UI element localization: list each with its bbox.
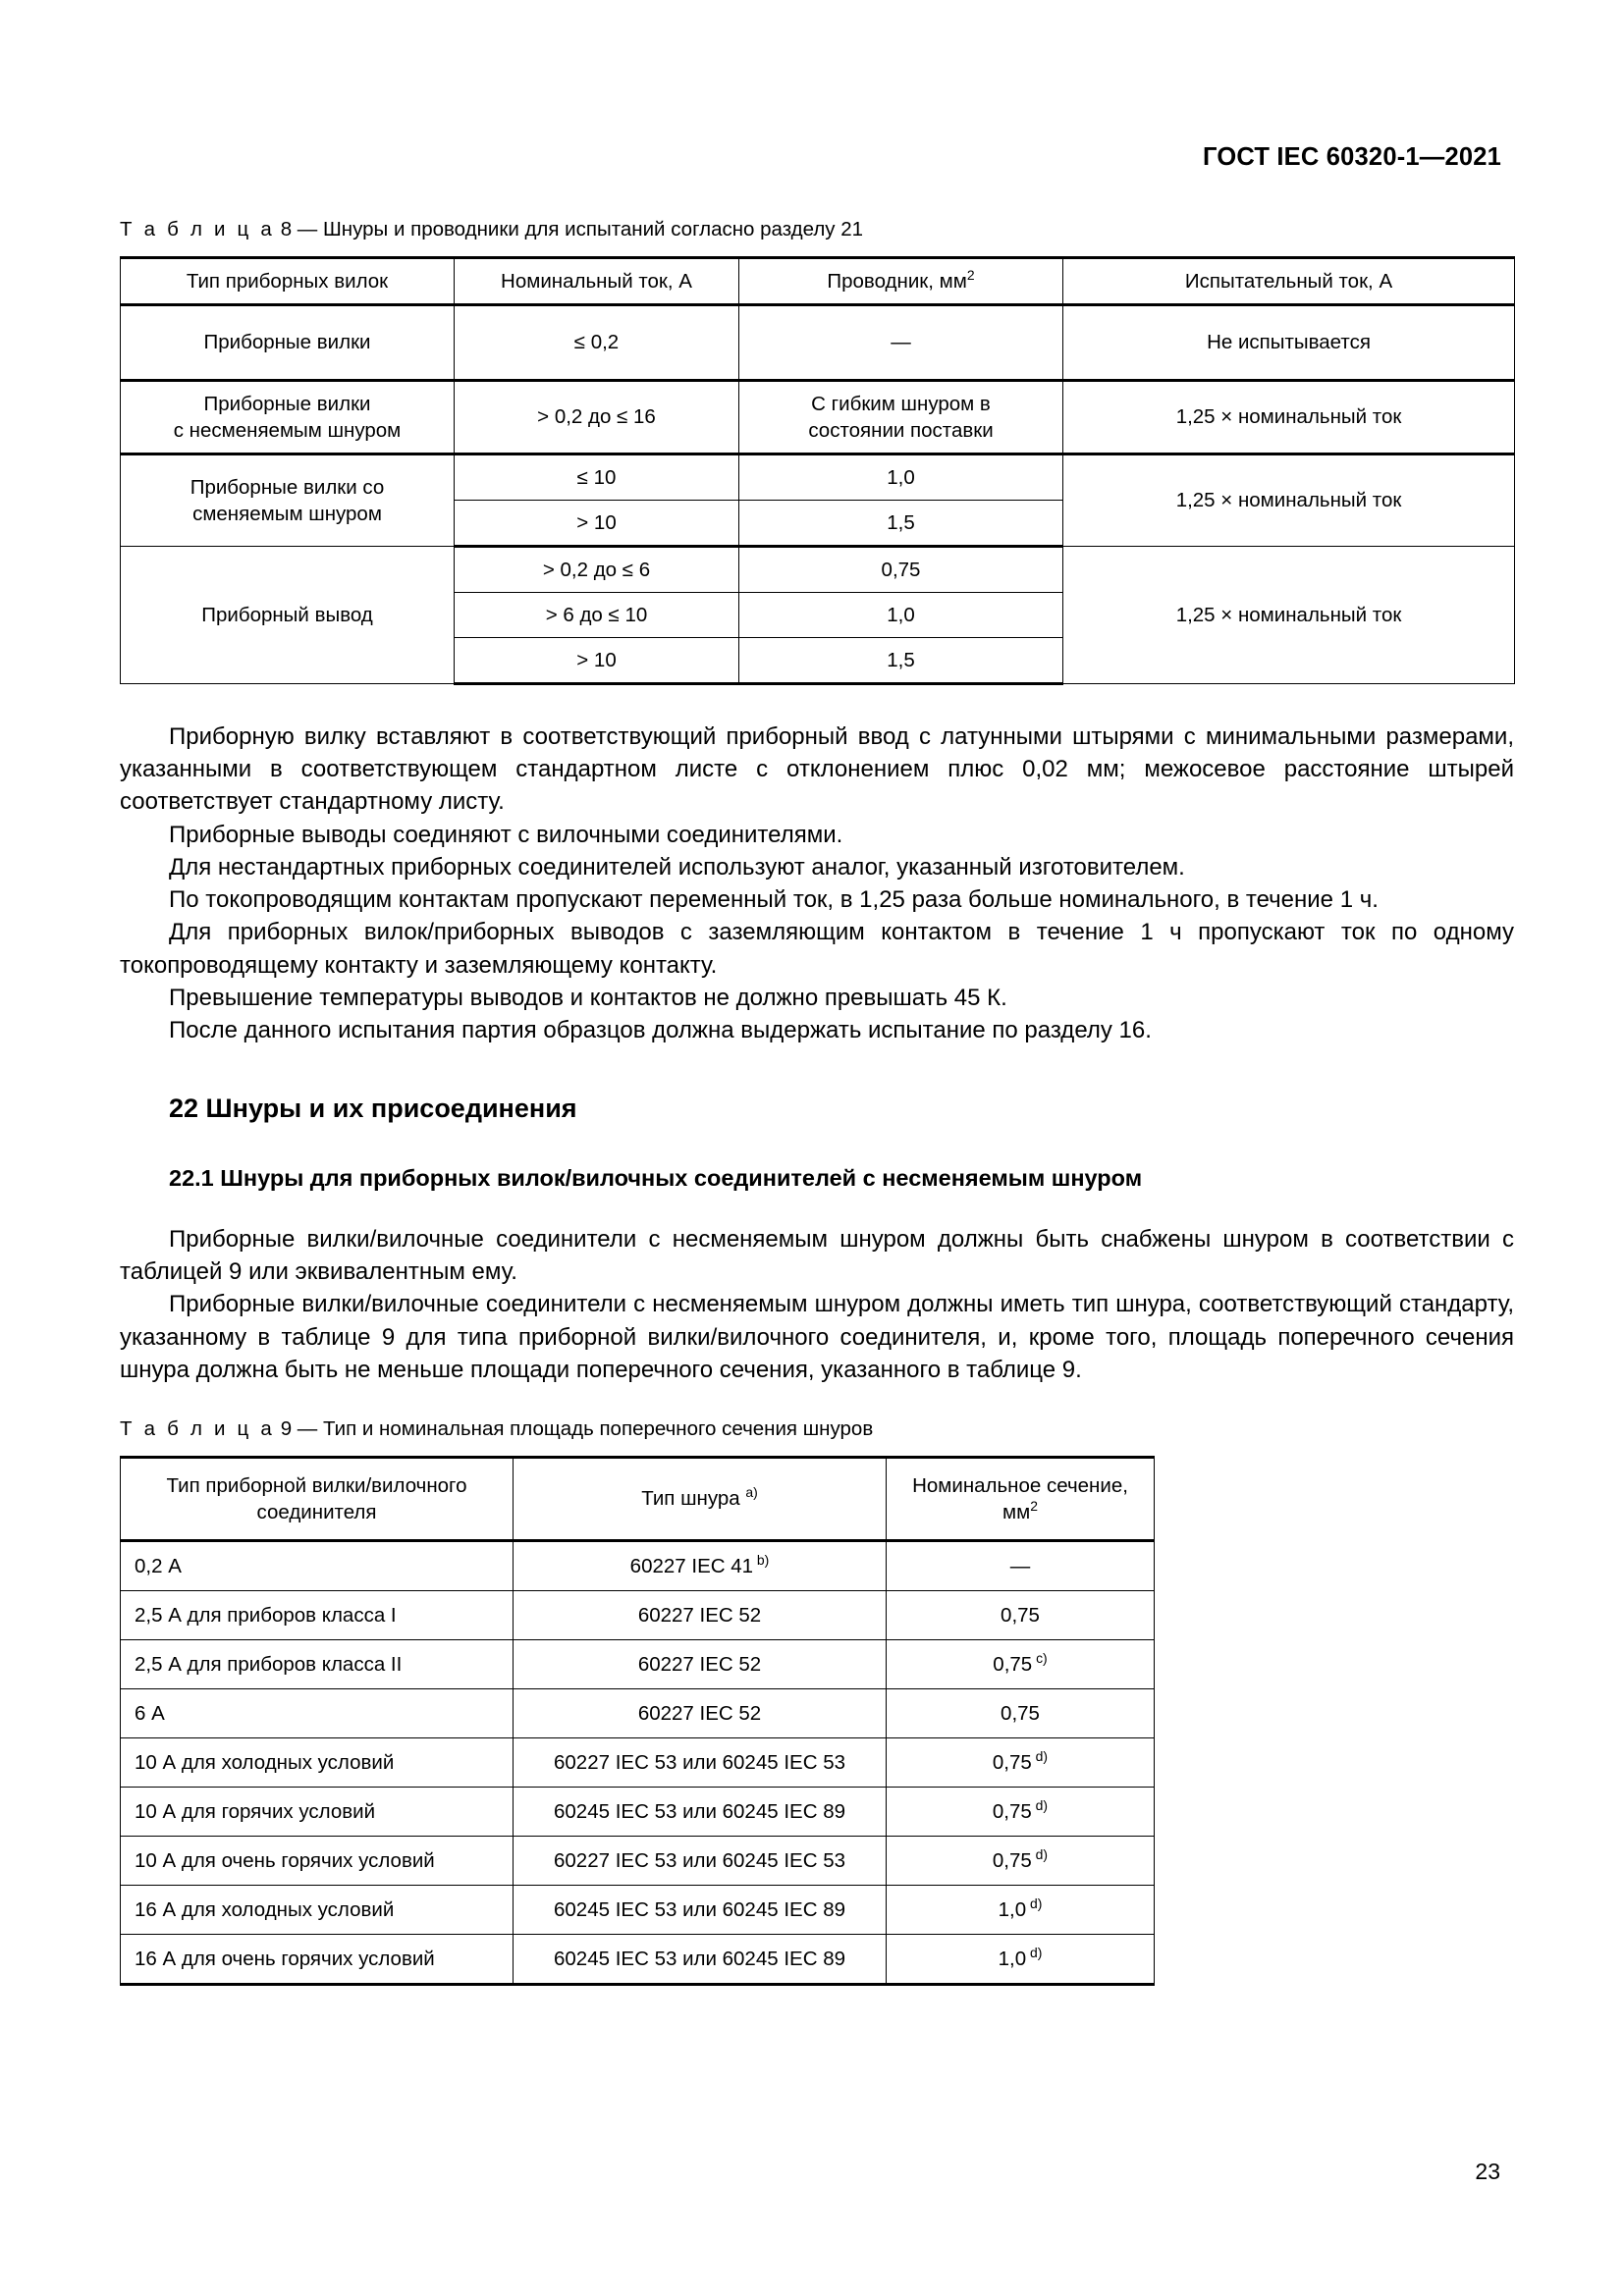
table9-cell-nominal-section: 1,0 $^{d)}$ [887, 1934, 1155, 1984]
table8-r4-type: Приборный вывод [121, 546, 455, 683]
table-row [121, 1639, 1155, 1688]
table8-col-conductor [739, 257, 1063, 304]
table8-r3-type-line1: Приборные вилки со [189, 475, 385, 499]
table9-cell-cord-type: 60245 IEC 53 или 60245 IEC 89 [514, 1934, 887, 1984]
table8-r2-current: > 0,2 до ≤ 16 [455, 380, 739, 454]
section-heading-22: 22 Шнуры и их присоединения [169, 1094, 577, 1124]
table8-r2-type-line1: Приборные вилки [203, 392, 371, 415]
page-content [120, 218, 1514, 1986]
table8-r3a-conductor: 1,0 [739, 454, 1063, 500]
table8-r3a-current: ≤ 10 [455, 454, 739, 500]
table-row [121, 1540, 1155, 1590]
table8-r3-type [121, 454, 455, 546]
table9-cell-cord-type: 60227 IEC 53 или 60245 IEC 53 [514, 1836, 887, 1885]
table8-r1-current: ≤ 0,2 [455, 304, 739, 380]
table8-r4-test: 1,25 × номинальный ток [1063, 546, 1515, 683]
table9-col-plug-type-line2: соединителя [256, 1500, 377, 1523]
table8-r3b-current: > 10 [455, 500, 739, 546]
table9-col-plug-type-line1: Тип приборной вилки/вилочного [166, 1473, 467, 1497]
table9-cell-nominal-section: 0,75 $^{d)}$ [887, 1787, 1155, 1836]
table9-cell-plug-type: 10 А для холодных условий [121, 1737, 514, 1787]
table-row [121, 1590, 1155, 1639]
table9-cell-cord-type: 60227 IEC 52 [514, 1639, 887, 1688]
table9-cell-nominal-section: 0,75 $^{d)}$ [887, 1737, 1155, 1787]
table8-r2-conductor-line1: С гибким шнуром в [811, 392, 991, 415]
table8-r2-type [121, 380, 455, 454]
table9-body [121, 1540, 1155, 1984]
table9-cell-plug-type: 2,5 А для приборов класса I [121, 1590, 514, 1639]
table-row [121, 1688, 1155, 1737]
table9-cell-plug-type: 10 А для очень горячих условий [121, 1836, 514, 1885]
paragraph-earthing-contact: Для приборных вилок/приборных выводов с заземляющим контактом в течение 1 ч пропускают ток по одному токопроводящему контакту и заземляющему контакту. [120, 919, 1514, 979]
table9-col-cord-type [514, 1457, 887, 1540]
table-9 [120, 1456, 1155, 1986]
table8-r4b-conductor: 1,0 [739, 592, 1063, 637]
table8-r4a-conductor: 0,75 [739, 546, 1063, 592]
paragraph-after-test: После данного испытания партия образцов должна выдержать испытание по разделу 16. [169, 1017, 1152, 1044]
table9-caption [120, 1417, 1514, 1442]
table9-cell-nominal-section: 1,0 $^{d)}$ [887, 1885, 1155, 1934]
table-row [121, 1934, 1155, 1984]
paragraph-block-section-22-1 [120, 1223, 1514, 1386]
table8-caption-text: 8 — Шнуры и проводники для испытаний согласно разделу 21 [280, 218, 864, 240]
table9-cell-plug-type: 16 А для холодных условий [121, 1885, 514, 1934]
table8-col-conductor-exponent: 2 [966, 266, 975, 283]
table-row [121, 1836, 1155, 1885]
table-row [121, 1885, 1155, 1934]
table8-r2-test: 1,25 × номинальный ток [1063, 380, 1515, 454]
table9-cell-cord-type: 60227 IEC 41 $^{b)}$ [514, 1540, 887, 1590]
table9-col-cord-type-footnote: а) [745, 1484, 758, 1501]
table9-cell-nominal-section: — [887, 1540, 1155, 1590]
table9-cell-plug-type: 16 А для очень горячих условий [121, 1934, 514, 1984]
table9-cell-nominal-section: 0,75 $^{c)}$ [887, 1639, 1155, 1688]
table9-cell-section-footnote: d) [1031, 1747, 1049, 1764]
table9-col-nominal-section-exponent: 2 [1030, 1497, 1038, 1514]
table8-header [121, 257, 1515, 304]
table8-r4b-current: > 6 до ≤ 10 [455, 592, 739, 637]
table9-cell-nominal-section: 0,75 $^{d)}$ [887, 1836, 1155, 1885]
table9-caption-text: 9 — Тип и номинальная площадь поперечного сечения шнуров [280, 1417, 874, 1441]
table8-r3-type-line2: сменяемым шнуром [192, 502, 382, 525]
table9-cell-cord-type: 60227 IEC 52 [514, 1590, 887, 1639]
table9-col-nominal-section-label: Номинальное сечение, мм [912, 1473, 1128, 1523]
table9-cell-section-footnote: d) [1026, 1944, 1043, 1960]
table8-r1-conductor: — [739, 304, 1063, 380]
table9-cell-cord-type: 60227 IEC 53 или 60245 IEC 53 [514, 1737, 887, 1787]
paragraph-temperature-rise: Превышение температуры выводов и контактов не должно превышать 45 К. [169, 984, 1007, 1011]
table8-col-rated-current: Номинальный ток, А [455, 257, 739, 304]
table9-cell-cord-type: 60245 IEC 53 или 60245 IEC 89 [514, 1787, 887, 1836]
table9-col-nominal-section [887, 1457, 1155, 1540]
table8-r3-test: 1,25 × номинальный ток [1063, 454, 1515, 546]
table9-cell-nominal-section: 0,75 [887, 1590, 1155, 1639]
table9-cell-section-footnote: d) [1031, 1845, 1049, 1862]
table8-r4a-current: > 0,2 до ≤ 6 [455, 546, 739, 592]
table8-caption [120, 218, 1514, 242]
paragraph-insert-plug: Приборную вилку вставляют в соответствующий приборный ввод с латунными штырями с минимальными размерами, указанными в соответствующем стандартном листе с отклонением плюс 0,02 мм; межосевое расстояние штырей соответствует стандартному листу. [120, 722, 1514, 816]
table-row [121, 1737, 1155, 1787]
table8-r3b-conductor: 1,5 [739, 500, 1063, 546]
table9-cell-section-footnote: c) [1032, 1649, 1048, 1666]
table9-cell-cord-type: 60227 IEC 52 [514, 1688, 887, 1737]
table-row [121, 304, 1515, 380]
table9-caption-word: Т а б л и ц а [120, 1417, 275, 1441]
table9-cell-plug-type: 0,2 А [121, 1540, 514, 1590]
paragraph-nonstandard-connectors: Для нестандартных приборных соединителей используют аналог, указанный изготовителем. [169, 853, 1185, 881]
paragraph-outlets-connect: Приборные выводы соединяют с вилочными соединителями. [169, 821, 843, 848]
table8-header-row [121, 257, 1515, 304]
paragraph-cord-per-table9: Приборные вилки/вилочные соединители с несменяемым шнуром должны быть снабжены шнуром в соответствии с таблицей 9 или эквивалентным ему. [120, 1225, 1514, 1286]
table9-cell-nominal-section: 0,75 [887, 1688, 1155, 1737]
table8-r4c-current: > 10 [455, 637, 739, 683]
paragraph-ac-current: По токопроводящим контактам пропускают переменный ток, в 1,25 раза больше номинального, в течение 1 ч. [169, 886, 1379, 914]
paragraph-block-after-table8 [120, 721, 1514, 1046]
table-row [121, 1787, 1155, 1836]
table-row [121, 454, 1515, 500]
table8-r2-conductor [739, 380, 1063, 454]
table-row [121, 546, 1515, 592]
table8-body [121, 304, 1515, 683]
table8-col-type: Тип приборных вилок [121, 257, 455, 304]
subsection-heading-22-1: 22.1 Шнуры для приборных вилок/вилочных соединителей с несменяемым шнуром [169, 1165, 1143, 1192]
table9-cell-cord-footnote: b) [753, 1551, 770, 1568]
table9-col-plug-type [121, 1457, 514, 1540]
table-8 [120, 256, 1515, 685]
table9-cell-plug-type: 2,5 А для приборов класса II [121, 1639, 514, 1688]
page-number: 23 [1475, 2159, 1500, 2184]
table8-col-conductor-label: Проводник, мм [827, 269, 967, 293]
table8-col-test-current: Испытательный ток, А [1063, 257, 1515, 304]
table8-r2-type-line2: с несменяемым шнуром [173, 418, 402, 442]
table8-r4c-conductor: 1,5 [739, 637, 1063, 683]
table8-r2-conductor-line2: состоянии поставки [808, 418, 994, 442]
table-row [121, 380, 1515, 454]
table9-header [121, 1457, 1155, 1540]
table9-cell-cord-type: 60245 IEC 53 или 60245 IEC 89 [514, 1885, 887, 1934]
table9-cell-plug-type: 6 А [121, 1688, 514, 1737]
table9-cell-plug-type: 10 А для горячих условий [121, 1787, 514, 1836]
table9-col-cord-type-label: Тип шнура [641, 1487, 740, 1511]
table9-header-row [121, 1457, 1155, 1540]
table8-r1-test: Не испытывается [1063, 304, 1515, 380]
table8-caption-word: Т а б л и ц а [120, 218, 275, 240]
paragraph-cord-type-standard: Приборные вилки/вилочные соединители с несменяемым шнуром должны иметь тип шнура, соответствующий стандарту, указанному в таблице 9 для типа приборной вилки/вилочного соединителя, и, кроме того, площадь поперечного сечения шнура должна быть не меньше площади поперечного сечения, указанного в таблице 9. [120, 1291, 1514, 1383]
running-header-standard-title: ГОСТ IEC 60320-1—2021 [1203, 143, 1501, 171]
table8-r1-type: Приборные вилки [121, 304, 455, 380]
table9-cell-section-footnote: d) [1026, 1895, 1043, 1911]
table9-cell-section-footnote: d) [1031, 1796, 1049, 1813]
